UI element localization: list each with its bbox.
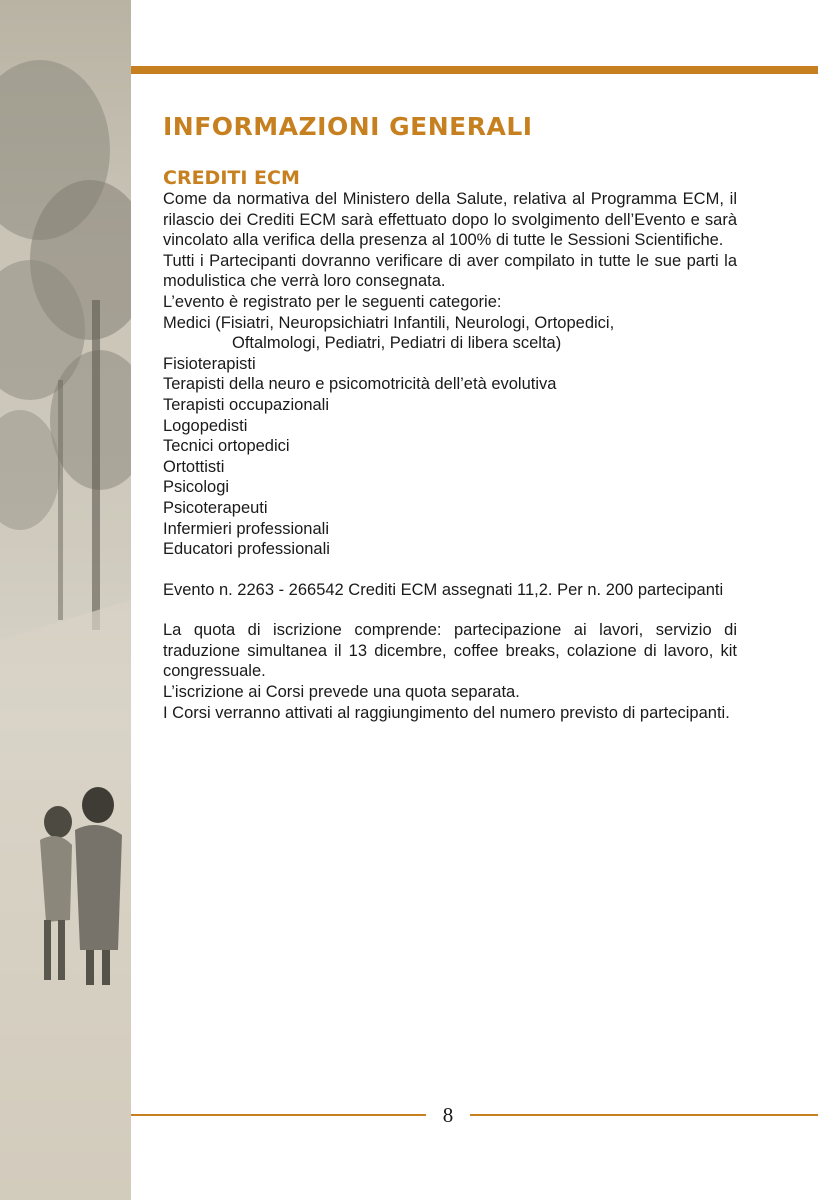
category-item: Terapisti della neuro e psicomotricità dell’età evolutiva bbox=[163, 375, 557, 394]
category-item: Tecnici ortopedici bbox=[163, 437, 290, 456]
paragraph-corsi-quota: L’iscrizione ai Corsi prevede una quota separata. bbox=[163, 683, 520, 702]
footer-rule-left bbox=[131, 1114, 426, 1116]
photo-illustration bbox=[0, 0, 131, 1200]
paragraph-categorie-intro: L’evento è registrato per le seguenti categorie: bbox=[163, 292, 502, 311]
page-number: 8 bbox=[442, 1103, 454, 1127]
top-accent-rule bbox=[131, 66, 818, 74]
category-item: Educatori professionali bbox=[163, 540, 330, 559]
category-item: Terapisti occupazionali bbox=[163, 395, 330, 414]
category-item: Logopedisti bbox=[163, 416, 248, 435]
category-item: Psicoterapeuti bbox=[163, 498, 268, 517]
page-title: INFORMAZIONI GENERALI bbox=[163, 112, 533, 141]
evento-info: Evento n. 2263 - 266542 Crediti ECM assegnati 11,2. Per n. 200 partecipanti bbox=[163, 580, 724, 599]
body-text bbox=[163, 189, 737, 723]
paragraph-modulistica: Tutti i Partecipanti dovranno verificare di aver compilato in tutte le sue parti la modulistica che verrà loro consegnata. bbox=[163, 251, 737, 291]
decorative-photo-strip bbox=[0, 0, 131, 1200]
paragraph-quota: La quota di iscrizione comprende: partecipazione ai lavori, servizio di traduzione simultanea il 13 dicembre, coffee breaks, colazione di lavoro, kit congressuale. bbox=[163, 621, 737, 681]
paragraph-corsi-attivati: I Corsi verranno attivati al raggiungimento del numero previsto di partecipanti. bbox=[163, 703, 730, 722]
section-title: CREDITI ECM bbox=[163, 167, 300, 189]
footer-rule-right bbox=[470, 1114, 818, 1116]
category-item: Ortottisti bbox=[163, 457, 225, 476]
category-item: Fisioterapisti bbox=[163, 354, 256, 373]
category-medici: Medici (Fisiatri, Neuropsichiatri Infantili, Neurologi, Ortopedici, bbox=[163, 313, 615, 332]
category-medici-continued: Oftalmologi, Pediatri, Pediatri di libera scelta) bbox=[232, 334, 562, 353]
category-item: Infermieri professionali bbox=[163, 519, 329, 538]
paragraph-ecm-rules: Come da normativa del Ministero della Salute, relativa al Programma ECM, il rilascio dei Crediti ECM sarà effettuato dopo lo svolgimento dell’Evento e sarà vincolato alla verifica della presenza al 100% di tutte le Sessioni Scientifiche. bbox=[163, 190, 737, 250]
category-item: Psicologi bbox=[163, 478, 230, 497]
